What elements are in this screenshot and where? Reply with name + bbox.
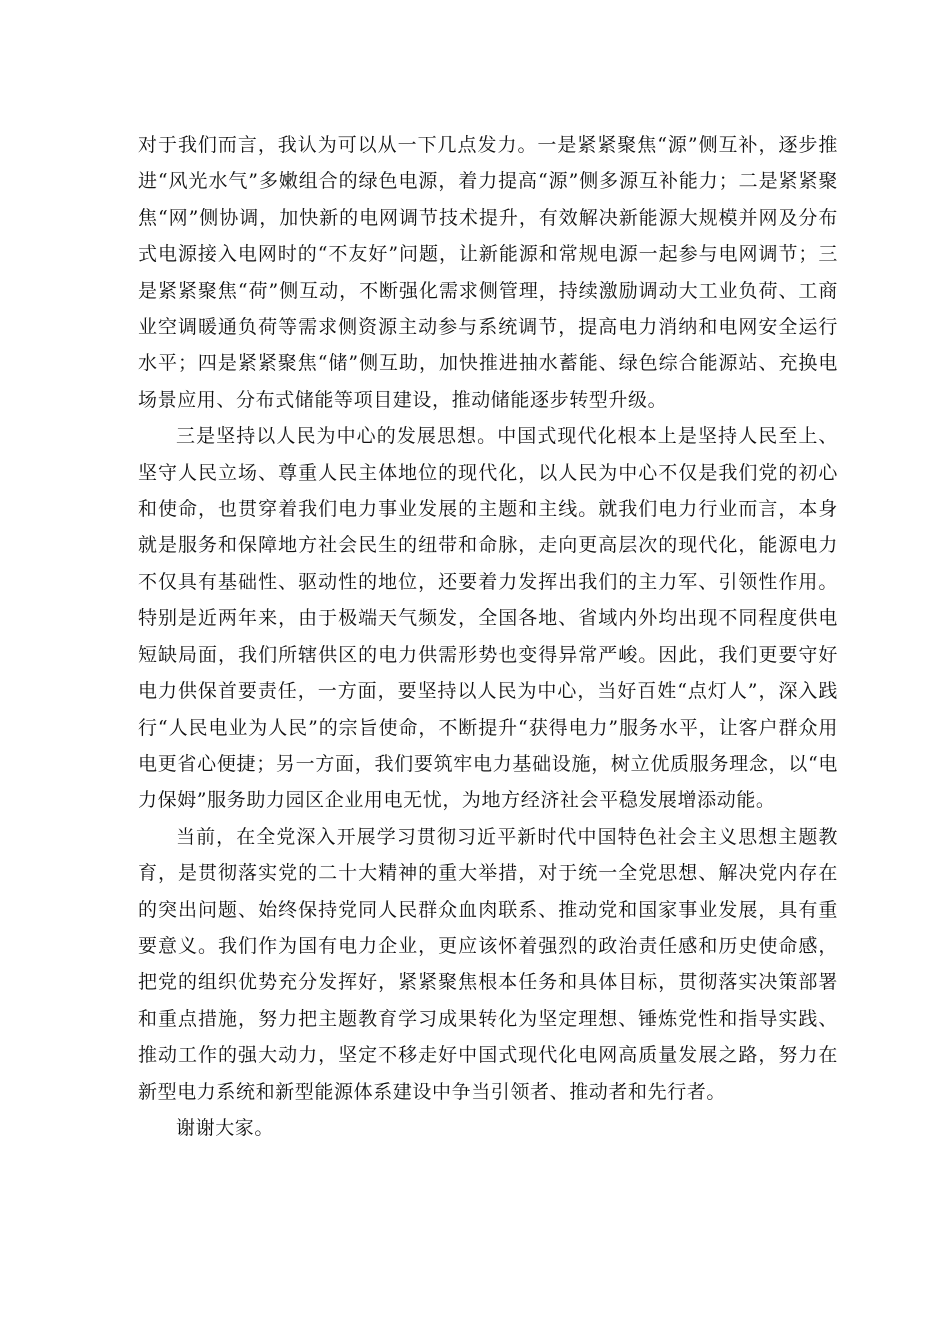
paragraph-theme-education: 当前，在全党深入开展学习贯彻习近平新时代中国特色社会主义思想主题教育，是贯彻落实党的二十大精神的重大举措，对于统一全党思想、解决党内存在的突出问题、始终保持党同人民群众血肉联系、推动党和国家事业发展，具有重要意义。我们作为国有电力企业，更应该怀着强烈的政治责任感和历史使命感，把党的组织优势充分发挥好，紧紧聚焦根本任务和具体目标，贯彻落实决策部署和重点措施，努力把主题教育学习成果转化为坚定理想、锤炼党性和指导实践、推动工作的强大动力，坚定不移走好中国式现代化电网高质量发展之路，努力在新型电力系统和新型能源体系建设中争当引领者、推动者和先行者。 bbox=[138, 825, 838, 1103]
paragraph-closing: 谢谢大家。 bbox=[176, 1116, 275, 1139]
paragraph-continued: 对于我们而言，我认为可以从一下几点发力。一是紧紧聚焦“源”侧互补，逐步推进“风光水气”多嫩组合的绿色电源，着力提高“源”侧多源互补能力；二是紧紧聚焦“网”侧协调，加快新的电网调节技术提升，有效解决新能源大规模并网及分布式电源接入电网时的“不友好”问题，让新能源和常规电源一起参与电网调节；三是紧紧聚焦“荷”侧互动，不断强化需求侧管理，持续激励调动大工业负荷、工商业空调暖通负荷等需求侧资源主动参与系统调节，提高电力消纳和电网安全运行水平；四是紧紧聚焦“储”侧互助，加快推进抽水蓄能、绿色综合能源站、充换电场景应用、分布式储能等项目建设，推动储能逐步转型升级。 bbox=[138, 134, 838, 411]
document-body bbox=[138, 127, 838, 1146]
paragraph-people-centered: 三是坚持以人民为中心的发展思想。中国式现代化根本上是坚持人民至上、坚守人民立场、尊重人民主体地位的现代化，以人民为中心不仅是我们党的初心和使命，也贯穿着我们电力事业发展的主题和主线。就我们电力行业而言，本身就是服务和保障地方社会民生的纽带和命脉，走向更高层次的现代化，能源电力不仅具有基础性、驱动性的地位，还要着力发挥出我们的主力军、引领性作用。特别是近两年来，由于极端天气频发，全国各地、省域内外均出现不同程度供电短缺局面，我们所辖供区的电力供需形势也变得异常严峻。因此，我们更要守好电力供保首要责任，一方面，要坚持以人民为中心，当好百姓“点灯人”，深入践行“人民电业为人民”的宗旨使命，不断提升“获得电力”服务水平，让客户群众用电更省心便捷；另一方面，我们要筑牢电力基础设施，树立优质服务理念，以“电力保姆”服务助力园区企业用电无忧，为地方经济社会平稳发展增添动能。 bbox=[138, 425, 838, 812]
